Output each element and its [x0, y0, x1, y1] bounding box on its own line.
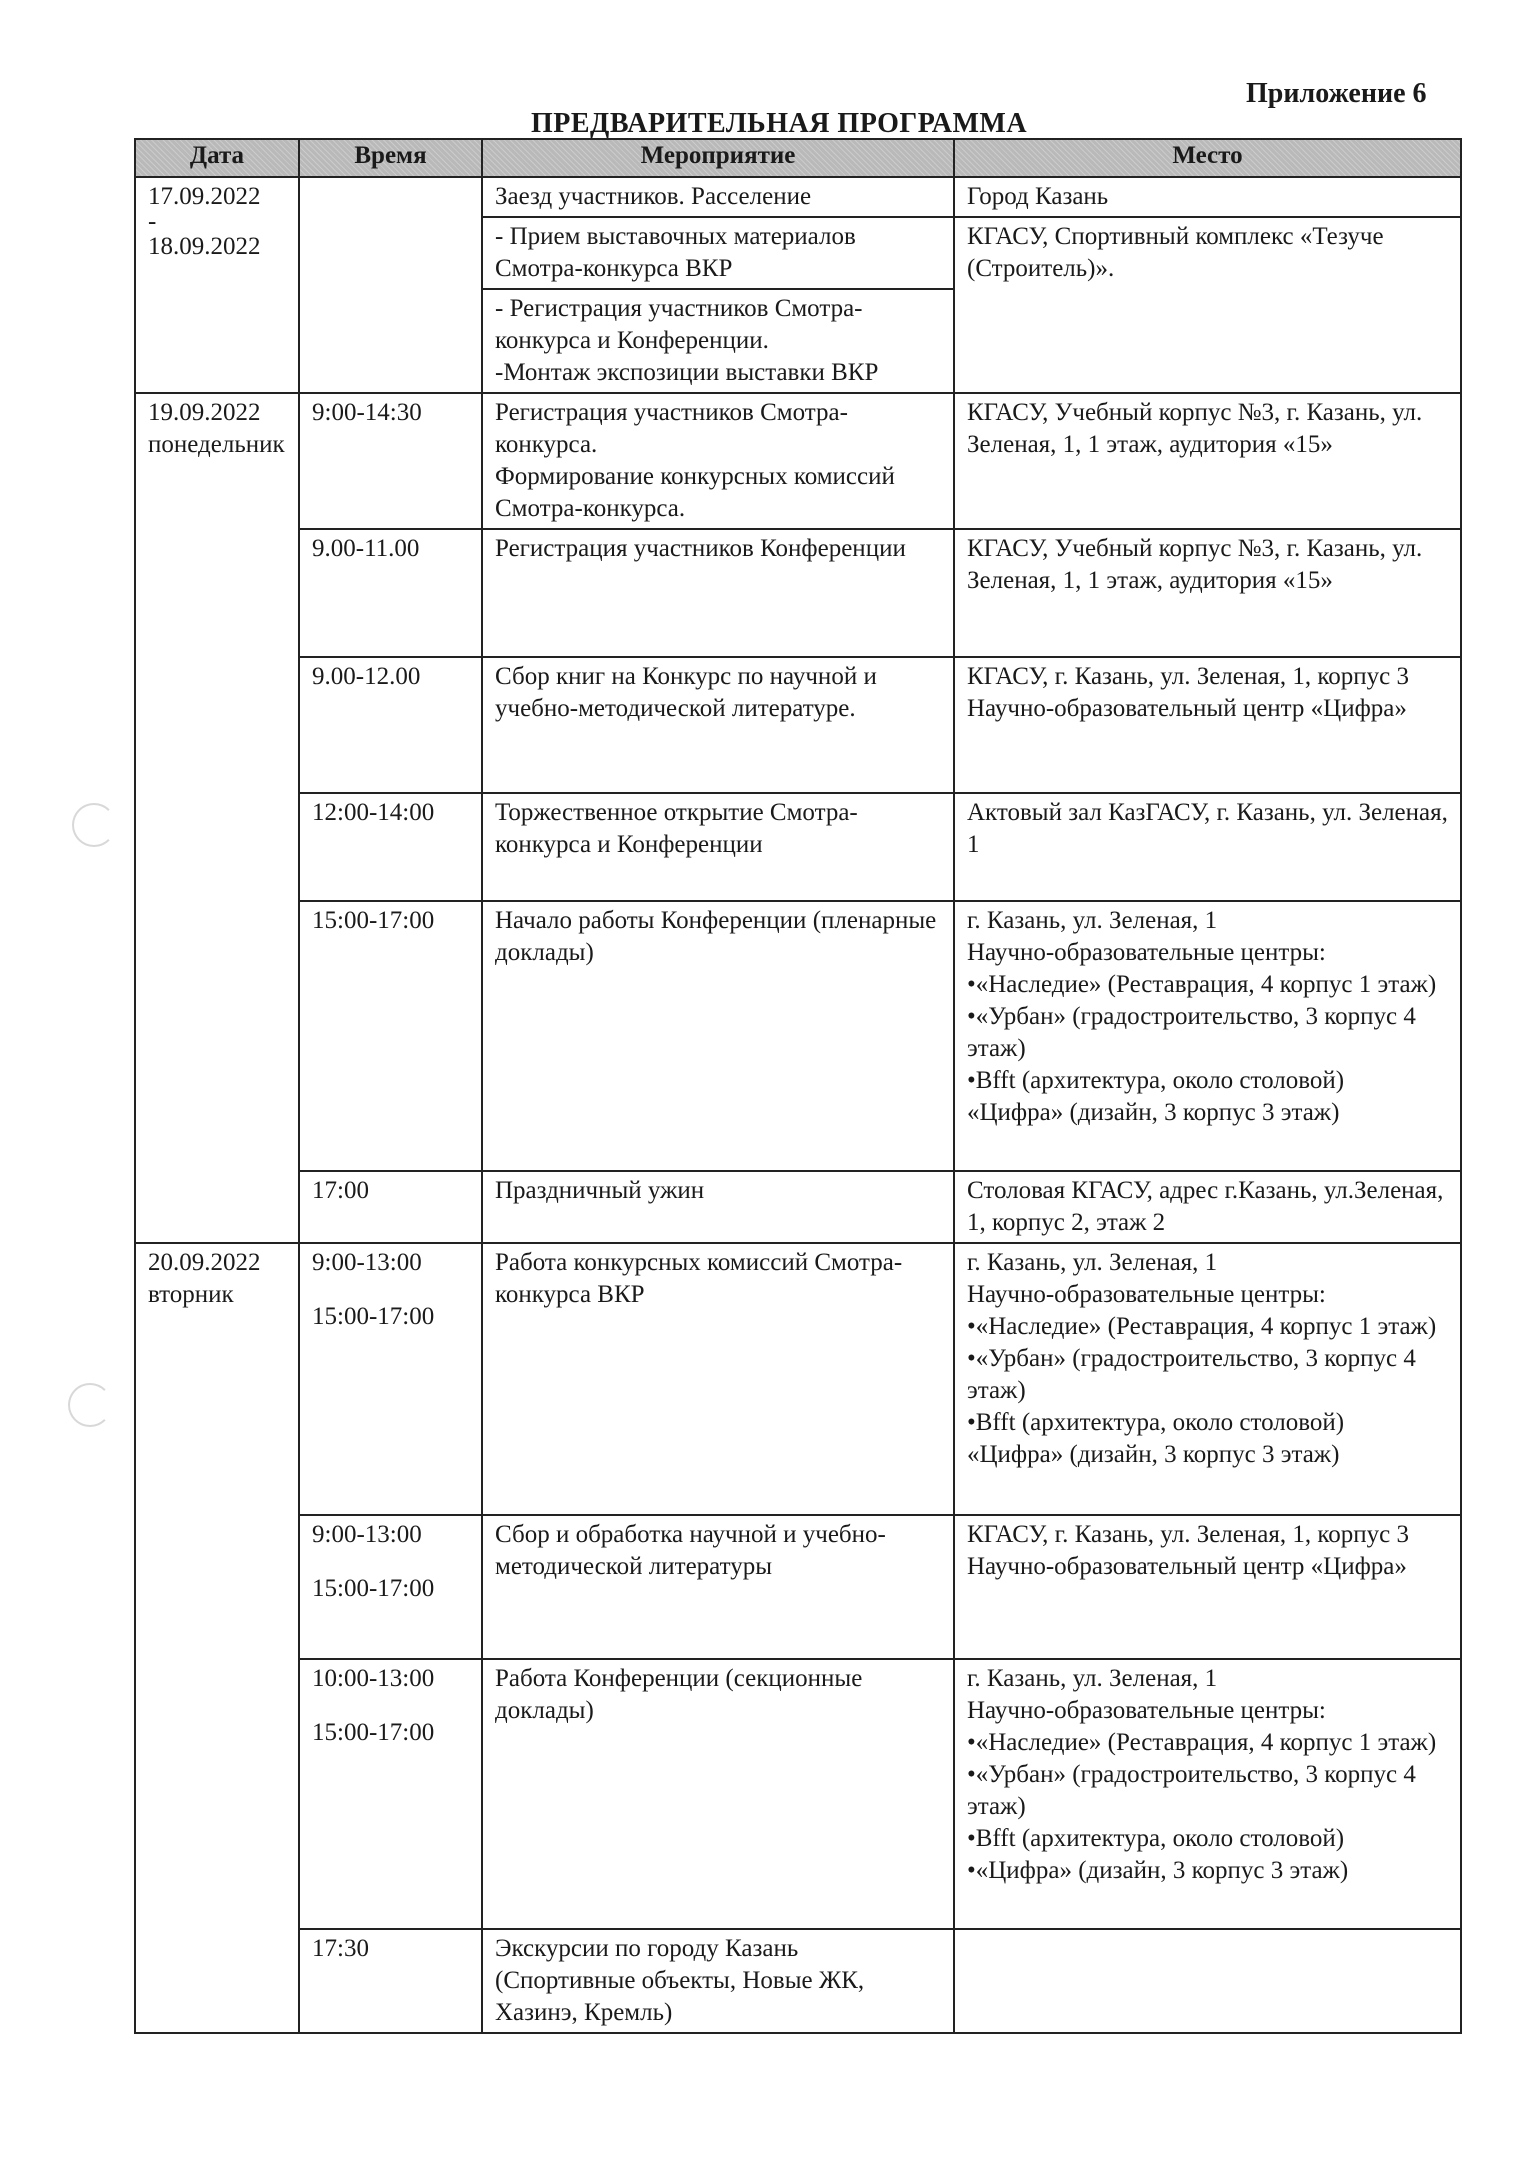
place-line: •«Наследие» (Реставрация, 4 корпус 1 этаж) — [967, 971, 1437, 998]
table-row — [135, 657, 1461, 793]
date-dash: - — [148, 208, 157, 235]
table-row — [135, 393, 1461, 529]
place-cell — [954, 1659, 1461, 1929]
place-cell — [954, 1515, 1461, 1659]
place-line: г. Казань, ул. Зеленая, 1 — [967, 1665, 1218, 1692]
date-text: 17.09.2022 — [148, 183, 261, 210]
event-cell: Сбор книг на Конкурс по научной и учебно-методической литературе. — [482, 657, 954, 793]
event-line: Формирование конкурсных комиссий Смотра-конкурса. — [495, 463, 895, 522]
time-cell: 12:00-14:00 — [299, 793, 482, 901]
table-row — [135, 901, 1461, 1171]
event-cell: Работа Конференции (секционные доклады) — [482, 1659, 954, 1929]
event-cell: Экскурсии по городу Казань (Спортивные объекты, Новые ЖК, Хазинэ, Кремль) — [482, 1929, 954, 2033]
time-cell: 9.00-11.00 — [299, 529, 482, 657]
time-line: 9:00-13:00 — [312, 1521, 422, 1548]
time-cell — [299, 177, 482, 393]
event-line: Регистрация участников Смотра-конкурса. — [495, 399, 848, 458]
place-line: •Bfft (архитектура, около столовой) — [967, 1825, 1345, 1852]
header-place: Место — [954, 139, 1461, 177]
place-line: Научно-образовательный центр «Цифра» — [967, 695, 1407, 722]
place-line: «Цифра» (дизайн, 3 корпус 3 этаж) — [967, 1441, 1340, 1468]
place-line: •Bfft (архитектура, около столовой) — [967, 1409, 1345, 1436]
table-row — [135, 1515, 1461, 1659]
place-line: «Цифра» (дизайн, 3 корпус 3 этаж) — [967, 1099, 1340, 1126]
place-line: Научно-образовательные центры: — [967, 1697, 1326, 1724]
time-cell: 9.00-12.00 — [299, 657, 482, 793]
header-time: Время — [299, 139, 482, 177]
event-cell: Заезд участников. Расселение — [482, 177, 954, 217]
table-row — [135, 177, 1461, 217]
place-cell — [954, 1929, 1461, 2033]
event-cell: Сбор и обработка научной и учебно-методической литературы — [482, 1515, 954, 1659]
place-line: •«Наследие» (Реставрация, 4 корпус 1 этаж) — [967, 1729, 1437, 1756]
event-line: - Регистрация участников Смотра-конкурса и Конференции. — [495, 295, 863, 354]
place-line: •«Цифра» (дизайн, 3 корпус 3 этаж) — [967, 1857, 1349, 1884]
time-line: 15:00-17:00 — [312, 1303, 435, 1330]
time-line: 15:00-17:00 — [312, 1719, 435, 1746]
date-text: 18.09.2022 — [148, 233, 261, 260]
time-cell: 17:30 — [299, 1929, 482, 2033]
place-cell: Актовый зал КазГАСУ, г. Казань, ул. Зеленая, 1 — [954, 793, 1461, 901]
place-cell: Город Казань — [954, 177, 1461, 217]
table-row — [135, 1929, 1461, 2033]
program-table — [134, 138, 1462, 2034]
place-line: Научно-образовательные центры: — [967, 1281, 1326, 1308]
event-cell: Начало работы Конференции (пленарные доклады) — [482, 901, 954, 1171]
header-date: Дата — [135, 139, 299, 177]
place-cell: КГАСУ, Учебный корпус №3, г. Казань, ул. Зеленая, 1, 1 этаж, аудитория «15» — [954, 529, 1461, 657]
punch-hole-mark — [72, 803, 116, 847]
time-cell: 17:00 — [299, 1171, 482, 1243]
place-line: КГАСУ, г. Казань, ул. Зеленая, 1, корпус 3 — [967, 1521, 1409, 1548]
table-header-row — [135, 139, 1461, 177]
time-cell: 15:00-17:00 — [299, 901, 482, 1171]
appendix-label: Приложение 6 — [1246, 78, 1427, 109]
table-row — [135, 1171, 1461, 1243]
header-event: Мероприятие — [482, 139, 954, 177]
place-cell — [954, 657, 1461, 793]
date-cell: 20.09.2022 вторник — [135, 1243, 299, 2033]
event-cell: Работа конкурсных комиссий Смотра-конкурса ВКР — [482, 1243, 954, 1515]
place-line: г. Казань, ул. Зеленая, 1 — [967, 907, 1218, 934]
place-cell: КГАСУ, Учебный корпус №3, г. Казань, ул. Зеленая, 1, 1 этаж, аудитория «15» — [954, 393, 1461, 529]
event-cell — [482, 289, 954, 393]
event-cell: - Прием выставочных материалов Смотра-конкурса ВКР — [482, 217, 954, 289]
place-line: •«Урбан» (градостроительство, 3 корпус 4 этаж) — [967, 1761, 1416, 1820]
punch-hole-mark — [68, 1383, 112, 1427]
table-row — [135, 1243, 1461, 1515]
place-line: г. Казань, ул. Зеленая, 1 — [967, 1249, 1218, 1276]
time-line: 15:00-17:00 — [312, 1575, 435, 1602]
date-cell: 19.09.2022 понедельник — [135, 393, 299, 1243]
place-line: Научно-образовательные центры: — [967, 939, 1326, 966]
time-line: 9:00-13:00 — [312, 1249, 422, 1276]
event-cell: Праздничный ужин — [482, 1171, 954, 1243]
table-row — [135, 1659, 1461, 1929]
event-cell: Регистрация участников Конференции — [482, 529, 954, 657]
time-cell — [299, 1515, 482, 1659]
place-line: •Bfft (архитектура, около столовой) — [967, 1067, 1345, 1094]
place-line: •«Наследие» (Реставрация, 4 корпус 1 этаж) — [967, 1313, 1437, 1340]
place-line: •«Урбан» (градостроительство, 3 корпус 4 этаж) — [967, 1003, 1416, 1062]
event-cell — [482, 393, 954, 529]
place-cell — [954, 901, 1461, 1171]
place-cell — [954, 1243, 1461, 1515]
time-cell — [299, 1243, 482, 1515]
event-cell: Торжественное открытие Смотра-конкурса и Конференции — [482, 793, 954, 901]
document-title: ПРЕДВАРИТЕЛЬНАЯ ПРОГРАММА — [531, 108, 1028, 139]
time-cell — [299, 1659, 482, 1929]
date-cell — [135, 177, 299, 393]
event-line: -Монтаж экспозиции выставки ВКР — [495, 359, 879, 386]
table-row — [135, 529, 1461, 657]
place-line: КГАСУ, г. Казань, ул. Зеленая, 1, корпус 3 — [967, 663, 1409, 690]
place-line: •«Урбан» (градостроительство, 3 корпус 4 этаж) — [967, 1345, 1416, 1404]
table-row — [135, 793, 1461, 901]
place-cell: КГАСУ, Спортивный комплекс «Тезуче (Строитель)». — [954, 217, 1461, 393]
place-line: Научно-образовательный центр «Цифра» — [967, 1553, 1407, 1580]
time-cell: 9:00-14:30 — [299, 393, 482, 529]
place-cell: Столовая КГАСУ, адрес г.Казань, ул.Зеленая, 1, корпус 2, этаж 2 — [954, 1171, 1461, 1243]
time-line: 10:00-13:00 — [312, 1665, 435, 1692]
